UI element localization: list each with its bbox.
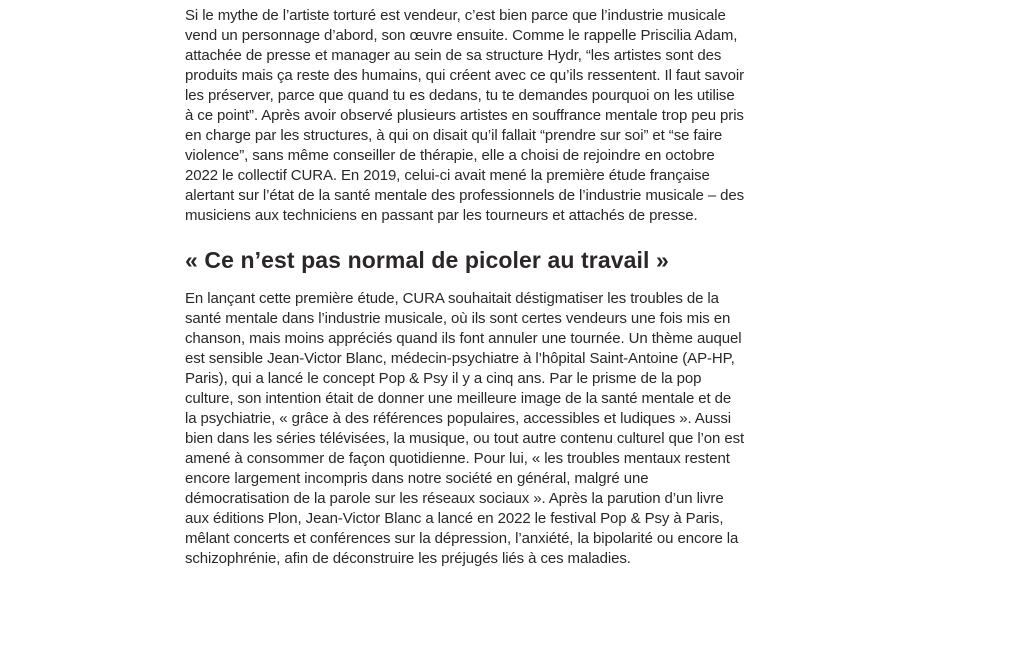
article-paragraph-1: Si le mythe de l’artiste torturé est vendeur, c’est bien parce que l’industrie musicale vend un personnage d’abord, son œuvre ensuite. Comme le rappelle Priscilia Adam, attachée de presse et manager au sein de sa structure Hydr, “les artistes sont des produits mais ça reste des humains, qui créent avec ce qu’ils ressentent. Il faut savoir les préserver, parce que quand tu es dedans, tu te demandes pourquoi on les utilise à ce point”. Après avoir observé plusieurs artistes en souffrance mentale trop peu pris en charge par les structures, à qui on disait qu’il fallait “prendre sur soi” et “se faire violence”, sans même conseiller de thérapie, elle a choisi de rejoindre en octobre 2022 le collectif CURA. En 2019, celui-ci avait mené la première étude française alertant sur l’état de la santé mentale des professionnels de l’industrie musicale – des musiciens aux techniciens en passant par les tourneurs et attachés de presse. <box>185 7 745 224</box>
section-heading: « Ce n’est pas normal de picoler au travail » <box>185 247 669 273</box>
article-body <box>185 6 745 569</box>
article-paragraph-2: En lançant cette première étude, CURA souhaitait déstigmatiser les troubles de la santé mentale dans l’industrie musicale, où ils sont certes vendeurs une fois mis en chanson, mais moins appréciés quand ils font annuler une tournée. Un thème auquel est sensible Jean-Victor Blanc, médecin-psychiatre à l’hôpital Saint-Antoine (AP-HP, Paris), qui a lancé le concept Pop & Psy il y a cinq ans. Par le prisme de la pop culture, son intention était de donner une meilleure image de la santé mentale et de la psychiatrie, « grâce à des références populaires, accessibles et ludiques ». Aussi bien dans les séries télévisées, la musique, ou tout autre contenu culturel que l’on est amené à consommer de façon quotidienne. Pour lui, « les troubles mentaux restent encore largement incompris dans notre société en général, malgré une démocratisation de la parole sur les réseaux sociaux ». Après la parution d’un livre aux éditions Plon, Jean-Victor Blanc a lancé en 2022 le festival Pop & Psy à Paris, mêlant concerts et conférences sur la dépression, l’anxiété, la bipolarité ou encore la schizophrénie, afin de déconstruire les préjugés liés à ces maladies. <box>185 290 745 567</box>
